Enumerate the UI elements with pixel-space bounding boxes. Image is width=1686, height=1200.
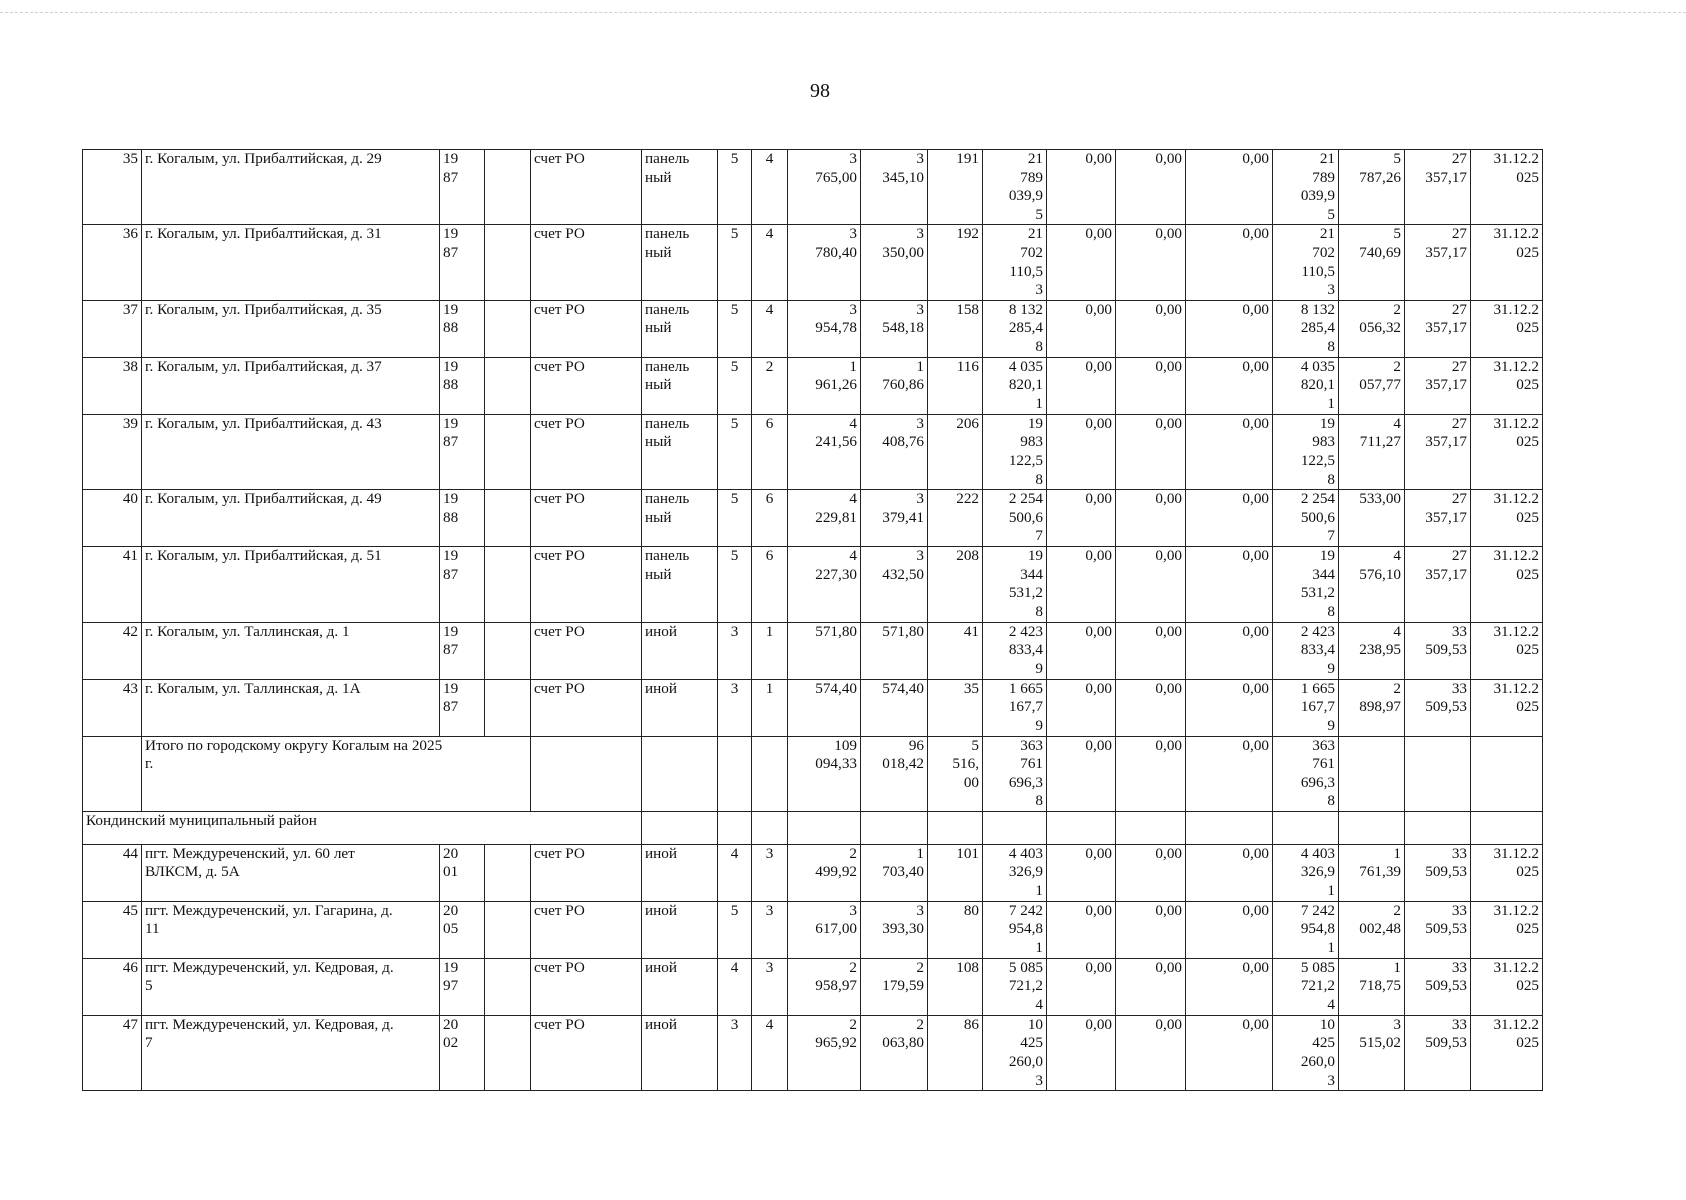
cell-wall-material: панель ный (642, 490, 718, 547)
cell-deadline: 31.12.2 025 (1471, 901, 1543, 958)
cell-residents: 222 (928, 490, 983, 547)
cell-repair-cost: 5 085 721,2 4 (983, 958, 1047, 1015)
cell-premises-area: 1 703,40 (861, 844, 928, 901)
cell-empty (1405, 736, 1471, 811)
cell-wall-material: панель ный (642, 357, 718, 414)
cell-empty-cell (485, 679, 531, 736)
cell-funding-2: 0,00 (1116, 958, 1186, 1015)
cell-premises-area: 3 350,00 (861, 225, 928, 300)
cell-deadline: 31.12.2 025 (1471, 300, 1543, 357)
cell-repair-cost: 4 035 820,1 1 (983, 357, 1047, 414)
cell-address: г. Когалым, ул. Прибалтийская, д. 37 (142, 357, 440, 414)
cell-funding-1: 0,00 (1047, 679, 1116, 736)
cell-wall-material: иной (642, 679, 718, 736)
cell-fund-method: счет РО (531, 300, 642, 357)
cell-funding-2: 0,00 (1116, 679, 1186, 736)
cell-address: пгт. Междуреченский, ул. Кедровая, д. 5 (142, 958, 440, 1015)
cell-funding-1: 0,00 (1047, 357, 1116, 414)
cell-total-area: 574,40 (788, 679, 861, 736)
cell-funding-2: 0,00 (1116, 901, 1186, 958)
table-row (83, 490, 1543, 547)
cell-wall-material: панель ный (642, 414, 718, 489)
cell-total-area: 4 241,56 (788, 414, 861, 489)
cell-owner-funds: 21 789 039,9 5 (1273, 150, 1339, 225)
cell-owner-funds: 1 665 167,7 9 (1273, 679, 1339, 736)
cell-floors: 3 (718, 622, 752, 679)
cell-empty (1339, 811, 1405, 844)
cell-residents: 208 (928, 547, 983, 622)
cell-residents: 80 (928, 901, 983, 958)
cell-funding-1: 0,00 (1047, 300, 1116, 357)
cell-row-number: 42 (83, 622, 142, 679)
cell-owner-funds: 2 254 500,6 7 (1273, 490, 1339, 547)
cell-wall-material: иной (642, 622, 718, 679)
cell-address: пгт. Междуреченский, ул. Кедровая, д. 7 (142, 1015, 440, 1090)
cell-specific-cost: 533,00 (1339, 490, 1405, 547)
cell-fund-method: счет РО (531, 958, 642, 1015)
cell-wall-material: иной (642, 958, 718, 1015)
subtotal-total-area: 109 094,33 (788, 736, 861, 811)
cell-empty (642, 811, 718, 844)
cell-residents: 41 (928, 622, 983, 679)
subtotal-funding-3: 0,00 (1186, 736, 1273, 811)
cell-entrances: 2 (752, 357, 788, 414)
cell-specific-cost: 2 056,32 (1339, 300, 1405, 357)
cell-address: г. Когалым, ул. Прибалтийская, д. 35 (142, 300, 440, 357)
cell-owner-funds: 4 403 326,9 1 (1273, 844, 1339, 901)
cell-premises-area: 571,80 (861, 622, 928, 679)
cell-premises-area: 3 408,76 (861, 414, 928, 489)
subtotal-funding-1: 0,00 (1047, 736, 1116, 811)
cell-funding-1: 0,00 (1047, 1015, 1116, 1090)
cell-entrances: 6 (752, 414, 788, 489)
cell-empty (788, 811, 861, 844)
cell-address: г. Когалым, ул. Прибалтийская, д. 31 (142, 225, 440, 300)
cell-floors: 5 (718, 490, 752, 547)
cell-repair-cost: 19 344 531,2 8 (983, 547, 1047, 622)
cell-empty-cell (485, 490, 531, 547)
scan-edge-line (0, 12, 1686, 13)
cell-owner-funds: 21 702 110,5 3 (1273, 225, 1339, 300)
cell-funding-2: 0,00 (1116, 1015, 1186, 1090)
cell-empty (752, 736, 788, 811)
cell-funding-3: 0,00 (1186, 490, 1273, 547)
cell-cost-limit: 33 509,53 (1405, 901, 1471, 958)
cell-fund-method: счет РО (531, 357, 642, 414)
cell-entrances: 4 (752, 1015, 788, 1090)
cell-floors: 3 (718, 679, 752, 736)
cell-specific-cost: 5 787,26 (1339, 150, 1405, 225)
cell-entrances: 1 (752, 622, 788, 679)
cell-build-year: 20 05 (440, 901, 485, 958)
cell-specific-cost: 2 002,48 (1339, 901, 1405, 958)
cell-owner-funds: 19 983 122,5 8 (1273, 414, 1339, 489)
cell-floors: 4 (718, 844, 752, 901)
cell-row-number: 39 (83, 414, 142, 489)
cell-specific-cost: 1 761,39 (1339, 844, 1405, 901)
cell-wall-material: иной (642, 1015, 718, 1090)
cell-fund-method: счет РО (531, 901, 642, 958)
cell-funding-3: 0,00 (1186, 901, 1273, 958)
cell-deadline: 31.12.2 025 (1471, 679, 1543, 736)
cell-repair-cost: 7 242 954,8 1 (983, 901, 1047, 958)
cell-address: г. Когалым, ул. Таллинская, д. 1 (142, 622, 440, 679)
cell-repair-cost: 10 425 260,0 3 (983, 1015, 1047, 1090)
cell-funding-3: 0,00 (1186, 958, 1273, 1015)
cell-premises-area: 3 432,50 (861, 547, 928, 622)
cell-residents: 191 (928, 150, 983, 225)
cell-residents: 108 (928, 958, 983, 1015)
cell-fund-method: счет РО (531, 225, 642, 300)
cell-empty-cell (485, 901, 531, 958)
cell-empty (1186, 811, 1273, 844)
table-row (83, 679, 1543, 736)
cell-total-area: 3 765,00 (788, 150, 861, 225)
cell-funding-3: 0,00 (1186, 622, 1273, 679)
cell-empty (861, 811, 928, 844)
cell-row-number: 37 (83, 300, 142, 357)
subtotal-funding-2: 0,00 (1116, 736, 1186, 811)
cell-total-area: 4 229,81 (788, 490, 861, 547)
cell-total-area: 3 954,78 (788, 300, 861, 357)
cell-wall-material: панель ный (642, 150, 718, 225)
cell-wall-material: панель ный (642, 300, 718, 357)
cell-cost-limit: 33 509,53 (1405, 844, 1471, 901)
cell-repair-cost: 1 665 167,7 9 (983, 679, 1047, 736)
cell-build-year: 19 88 (440, 300, 485, 357)
cell-residents: 206 (928, 414, 983, 489)
cell-cost-limit: 33 509,53 (1405, 1015, 1471, 1090)
subtotal-repair-cost: 363 761 696,3 8 (983, 736, 1047, 811)
cell-empty (1471, 811, 1543, 844)
cell-owner-funds: 7 242 954,8 1 (1273, 901, 1339, 958)
cell-row-number: 45 (83, 901, 142, 958)
cell-empty-cell (485, 1015, 531, 1090)
cell-entrances: 4 (752, 150, 788, 225)
cell-floors: 5 (718, 901, 752, 958)
cell-cost-limit: 33 509,53 (1405, 679, 1471, 736)
cell-deadline: 31.12.2 025 (1471, 958, 1543, 1015)
cell-floors: 5 (718, 357, 752, 414)
cell-specific-cost: 1 718,75 (1339, 958, 1405, 1015)
cell-fund-method: счет РО (531, 1015, 642, 1090)
subtotal-residents: 5 516, 00 (928, 736, 983, 811)
cell-empty (83, 736, 142, 811)
cell-cost-limit: 27 357,17 (1405, 490, 1471, 547)
cell-row-number: 43 (83, 679, 142, 736)
cell-owner-funds: 2 423 833,4 9 (1273, 622, 1339, 679)
cell-premises-area: 2 179,59 (861, 958, 928, 1015)
cell-funding-2: 0,00 (1116, 225, 1186, 300)
cell-funding-2: 0,00 (1116, 150, 1186, 225)
cell-deadline: 31.12.2 025 (1471, 622, 1543, 679)
cell-owner-funds: 5 085 721,2 4 (1273, 958, 1339, 1015)
cell-funding-1: 0,00 (1047, 622, 1116, 679)
cell-specific-cost: 2 898,97 (1339, 679, 1405, 736)
cell-premises-area: 1 760,86 (861, 357, 928, 414)
cell-total-area: 4 227,30 (788, 547, 861, 622)
cell-empty-cell (485, 844, 531, 901)
cell-empty-cell (485, 150, 531, 225)
cell-cost-limit: 33 509,53 (1405, 958, 1471, 1015)
cell-row-number: 36 (83, 225, 142, 300)
cell-floors: 5 (718, 414, 752, 489)
cell-funding-1: 0,00 (1047, 901, 1116, 958)
cell-funding-3: 0,00 (1186, 679, 1273, 736)
cell-address: пгт. Междуреченский, ул. Гагарина, д. 11 (142, 901, 440, 958)
cell-deadline: 31.12.2 025 (1471, 414, 1543, 489)
cell-total-area: 3 617,00 (788, 901, 861, 958)
page-number: 98 (810, 80, 830, 102)
cell-build-year: 19 87 (440, 414, 485, 489)
cell-empty (1471, 736, 1543, 811)
cell-premises-area: 3 345,10 (861, 150, 928, 225)
cell-wall-material: панель ный (642, 225, 718, 300)
cell-funding-1: 0,00 (1047, 490, 1116, 547)
cell-row-number: 40 (83, 490, 142, 547)
cell-repair-cost: 19 983 122,5 8 (983, 414, 1047, 489)
cell-repair-cost: 8 132 285,4 8 (983, 300, 1047, 357)
cell-empty (1047, 811, 1116, 844)
cell-total-area: 2 958,97 (788, 958, 861, 1015)
cell-cost-limit: 27 357,17 (1405, 150, 1471, 225)
cell-build-year: 20 01 (440, 844, 485, 901)
cell-floors: 5 (718, 225, 752, 300)
table-row (83, 414, 1543, 489)
cell-deadline: 31.12.2 025 (1471, 357, 1543, 414)
cell-build-year: 19 88 (440, 490, 485, 547)
cell-fund-method: счет РО (531, 622, 642, 679)
cell-funding-3: 0,00 (1186, 844, 1273, 901)
cell-cost-limit: 27 357,17 (1405, 357, 1471, 414)
cell-funding-1: 0,00 (1047, 547, 1116, 622)
cell-funding-1: 0,00 (1047, 414, 1116, 489)
cell-funding-3: 0,00 (1186, 547, 1273, 622)
cell-address: г. Когалым, ул. Прибалтийская, д. 49 (142, 490, 440, 547)
subtotal-label: Итого по городскому округу Когалым на 2025 г. (142, 736, 531, 811)
cell-row-number: 47 (83, 1015, 142, 1090)
cell-address: пгт. Междуреченский, ул. 60 лет ВЛКСМ, д. 5А (142, 844, 440, 901)
cell-row-number: 44 (83, 844, 142, 901)
cell-entrances: 1 (752, 679, 788, 736)
cell-total-area: 2 965,92 (788, 1015, 861, 1090)
cell-wall-material: иной (642, 844, 718, 901)
cell-fund-method: счет РО (531, 414, 642, 489)
table-row (83, 300, 1543, 357)
cell-funding-2: 0,00 (1116, 622, 1186, 679)
cell-funding-2: 0,00 (1116, 844, 1186, 901)
cell-build-year: 19 87 (440, 547, 485, 622)
cell-funding-2: 0,00 (1116, 357, 1186, 414)
cell-funding-3: 0,00 (1186, 150, 1273, 225)
subtotal-premises-area: 96 018,42 (861, 736, 928, 811)
cell-total-area: 571,80 (788, 622, 861, 679)
cell-build-year: 19 87 (440, 150, 485, 225)
cell-funding-2: 0,00 (1116, 490, 1186, 547)
cell-funding-3: 0,00 (1186, 414, 1273, 489)
cell-cost-limit: 27 357,17 (1405, 300, 1471, 357)
cell-empty-cell (485, 622, 531, 679)
cell-floors: 4 (718, 958, 752, 1015)
cell-total-area: 2 499,92 (788, 844, 861, 901)
cell-empty (983, 811, 1047, 844)
cell-specific-cost: 3 515,02 (1339, 1015, 1405, 1090)
cell-empty (928, 811, 983, 844)
cell-specific-cost: 4 576,10 (1339, 547, 1405, 622)
cell-address: г. Когалым, ул. Прибалтийская, д. 51 (142, 547, 440, 622)
section-row (83, 811, 1543, 844)
cell-fund-method: счет РО (531, 844, 642, 901)
cell-funding-3: 0,00 (1186, 1015, 1273, 1090)
table-row (83, 547, 1543, 622)
cell-row-number: 41 (83, 547, 142, 622)
cell-empty (1273, 811, 1339, 844)
cell-funding-2: 0,00 (1116, 414, 1186, 489)
cell-empty (1405, 811, 1471, 844)
cell-residents: 35 (928, 679, 983, 736)
cell-address: г. Когалым, ул. Прибалтийская, д. 43 (142, 414, 440, 489)
cell-deadline: 31.12.2 025 (1471, 844, 1543, 901)
cell-premises-area: 3 379,41 (861, 490, 928, 547)
cell-build-year: 19 97 (440, 958, 485, 1015)
cell-premises-area: 3 393,30 (861, 901, 928, 958)
cell-funding-3: 0,00 (1186, 300, 1273, 357)
cell-row-number: 35 (83, 150, 142, 225)
cell-total-area: 1 961,26 (788, 357, 861, 414)
cell-entrances: 4 (752, 300, 788, 357)
cell-funding-2: 0,00 (1116, 547, 1186, 622)
cell-fund-method: счет РО (531, 150, 642, 225)
cell-wall-material: иной (642, 901, 718, 958)
section-title: Кондинский муниципальный район (83, 811, 642, 844)
cell-empty-cell (485, 300, 531, 357)
cell-funding-1: 0,00 (1047, 225, 1116, 300)
cell-deadline: 31.12.2 025 (1471, 547, 1543, 622)
table-row (83, 901, 1543, 958)
cell-funding-3: 0,00 (1186, 357, 1273, 414)
cell-empty (718, 811, 752, 844)
cell-build-year: 19 87 (440, 225, 485, 300)
cell-specific-cost: 2 057,77 (1339, 357, 1405, 414)
cell-entrances: 3 (752, 844, 788, 901)
cell-entrances: 6 (752, 547, 788, 622)
cell-specific-cost: 4 238,95 (1339, 622, 1405, 679)
cell-floors: 5 (718, 300, 752, 357)
table-row (83, 1015, 1543, 1090)
cell-empty-cell (485, 547, 531, 622)
cell-entrances: 6 (752, 490, 788, 547)
cell-build-year: 19 88 (440, 357, 485, 414)
cell-entrances: 3 (752, 958, 788, 1015)
cell-empty (531, 736, 642, 811)
cell-empty (718, 736, 752, 811)
cell-funding-2: 0,00 (1116, 300, 1186, 357)
cell-owner-funds: 4 035 820,1 1 (1273, 357, 1339, 414)
subtotal-row (83, 736, 1543, 811)
cell-repair-cost: 21 789 039,9 5 (983, 150, 1047, 225)
cell-owner-funds: 19 344 531,2 8 (1273, 547, 1339, 622)
table-row (83, 958, 1543, 1015)
cell-row-number: 38 (83, 357, 142, 414)
cell-funding-1: 0,00 (1047, 958, 1116, 1015)
cell-empty (752, 811, 788, 844)
table-row (83, 622, 1543, 679)
cell-fund-method: счет РО (531, 490, 642, 547)
cell-empty (1116, 811, 1186, 844)
cell-premises-area: 3 548,18 (861, 300, 928, 357)
table-row (83, 225, 1543, 300)
cell-deadline: 31.12.2 025 (1471, 225, 1543, 300)
table-row (83, 357, 1543, 414)
cell-build-year: 19 87 (440, 679, 485, 736)
table-row (83, 844, 1543, 901)
cell-funding-3: 0,00 (1186, 225, 1273, 300)
cell-premises-area: 2 063,80 (861, 1015, 928, 1090)
cell-fund-method: счет РО (531, 679, 642, 736)
cell-specific-cost: 4 711,27 (1339, 414, 1405, 489)
cell-repair-cost: 2 254 500,6 7 (983, 490, 1047, 547)
cell-owner-funds: 8 132 285,4 8 (1273, 300, 1339, 357)
cell-entrances: 4 (752, 225, 788, 300)
cell-repair-cost: 4 403 326,9 1 (983, 844, 1047, 901)
cell-cost-limit: 33 509,53 (1405, 622, 1471, 679)
cell-funding-1: 0,00 (1047, 844, 1116, 901)
cell-residents: 158 (928, 300, 983, 357)
cell-deadline: 31.12.2 025 (1471, 1015, 1543, 1090)
cell-owner-funds: 10 425 260,0 3 (1273, 1015, 1339, 1090)
cell-funding-1: 0,00 (1047, 150, 1116, 225)
housing-repair-table (82, 149, 1543, 1091)
cell-empty-cell (485, 225, 531, 300)
cell-floors: 5 (718, 150, 752, 225)
cell-empty-cell (485, 414, 531, 489)
cell-empty-cell (485, 357, 531, 414)
cell-empty-cell (485, 958, 531, 1015)
cell-row-number: 46 (83, 958, 142, 1015)
cell-repair-cost: 21 702 110,5 3 (983, 225, 1047, 300)
cell-floors: 5 (718, 547, 752, 622)
cell-premises-area: 574,40 (861, 679, 928, 736)
cell-deadline: 31.12.2 025 (1471, 150, 1543, 225)
cell-build-year: 20 02 (440, 1015, 485, 1090)
cell-address: г. Когалым, ул. Таллинская, д. 1А (142, 679, 440, 736)
cell-residents: 192 (928, 225, 983, 300)
cell-specific-cost: 5 740,69 (1339, 225, 1405, 300)
cell-residents: 86 (928, 1015, 983, 1090)
subtotal-owner-funds: 363 761 696,3 8 (1273, 736, 1339, 811)
cell-residents: 101 (928, 844, 983, 901)
cell-cost-limit: 27 357,17 (1405, 414, 1471, 489)
cell-cost-limit: 27 357,17 (1405, 225, 1471, 300)
cell-build-year: 19 87 (440, 622, 485, 679)
cell-fund-method: счет РО (531, 547, 642, 622)
cell-empty (642, 736, 718, 811)
cell-total-area: 3 780,40 (788, 225, 861, 300)
cell-wall-material: панель ный (642, 547, 718, 622)
cell-residents: 116 (928, 357, 983, 414)
cell-deadline: 31.12.2 025 (1471, 490, 1543, 547)
cell-address: г. Когалым, ул. Прибалтийская, д. 29 (142, 150, 440, 225)
cell-empty (1339, 736, 1405, 811)
cell-repair-cost: 2 423 833,4 9 (983, 622, 1047, 679)
cell-entrances: 3 (752, 901, 788, 958)
cell-floors: 3 (718, 1015, 752, 1090)
table-row (83, 150, 1543, 225)
cell-cost-limit: 27 357,17 (1405, 547, 1471, 622)
